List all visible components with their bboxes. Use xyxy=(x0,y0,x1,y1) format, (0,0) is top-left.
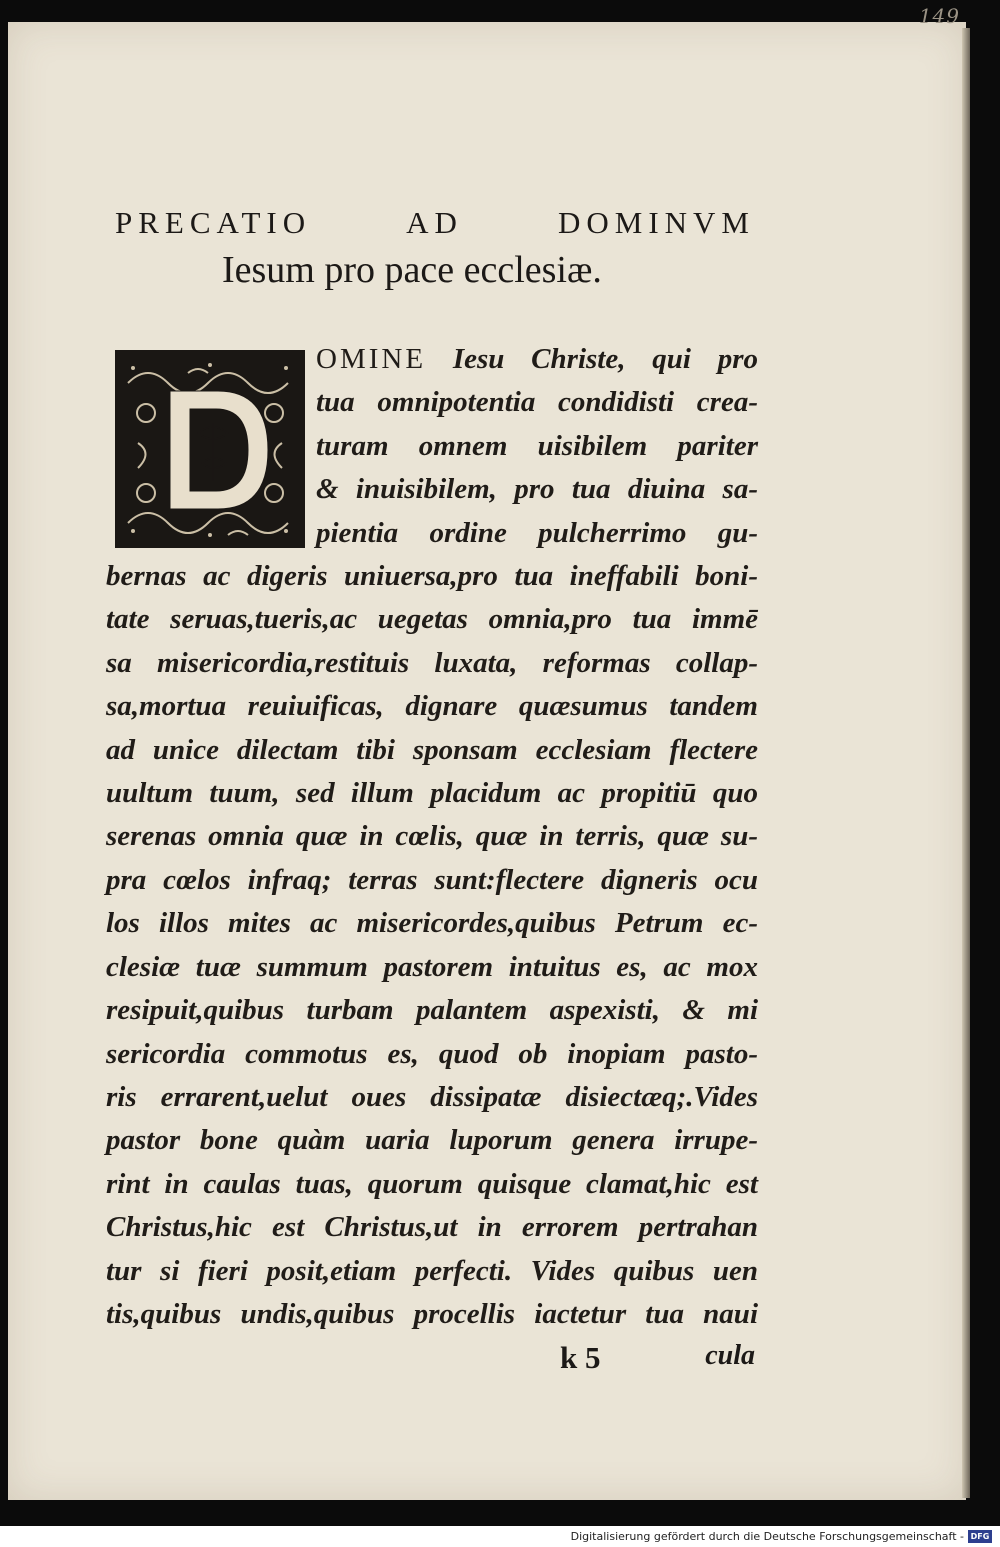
text-line: ad unice dilectam tibi sponsam ecclesiam flectere xyxy=(106,733,758,766)
text-line: sa,mortua reuiuificas, dignare quæsumus tandem xyxy=(106,690,758,723)
text-line: tua omnipotentia condidisti crea- xyxy=(316,386,758,419)
folio-number: 149 xyxy=(918,4,960,28)
heading-word: DOMINVM xyxy=(557,205,755,240)
text-line: OMINE Iesu Christe, qui pro xyxy=(316,343,758,375)
text-line: Christus,hic est Christus,ut in errorem pertrahan xyxy=(106,1211,758,1244)
text-line: tis,quibus undis,quibus procellis iactetur tua naui xyxy=(106,1297,758,1330)
text-line: pastor bone quàm uaria luporum genera irrupe- xyxy=(106,1124,758,1157)
text-line: sa misericordia,restituis luxata, reformas collap- xyxy=(106,646,758,679)
text-line: tate seruas,tueris,ac uegetas omnia,pro tua immē xyxy=(106,603,758,636)
heading-line-2: Iesum pro pace ecclesiæ. xyxy=(222,249,602,291)
page-edge xyxy=(962,28,970,1498)
text-line: los illos mites ac misericordes,quibus Petrum ec- xyxy=(106,907,758,940)
heading-word: AD xyxy=(406,205,463,240)
text-line: bernas ac digeris uniuersa,pro tua ineffabili boni- xyxy=(106,560,758,593)
heading-word: PRECATIO xyxy=(115,205,312,240)
dfg-logo-icon: DFG xyxy=(968,1530,992,1543)
text-line: pra cœlos infraq; terras sunt:flectere digneris ocu xyxy=(106,863,758,896)
text-line: pientia ordine pulcherrimo gu- xyxy=(316,516,758,549)
signature-line xyxy=(560,1340,755,1376)
text-line: turam omnem uisibilem pariter xyxy=(316,429,758,462)
text-line: ris errarent,uelut oues dissipatæ disiectæq;.Vides xyxy=(106,1080,758,1113)
text-line: & inuisibilem, pro tua diuina sa- xyxy=(316,473,758,506)
first-word-caps: OMINE xyxy=(316,343,427,375)
text-line: tur si fieri posit,etiam perfecti. Vides quibus uen xyxy=(106,1254,758,1287)
text-line: rint in caulas tuas, quorum quisque clamat,hic est xyxy=(106,1167,758,1200)
text-line: serenas omnia quæ in cœlis, quæ in terris, quæ su- xyxy=(106,820,758,853)
text-line: resipuit,quibus turbam palantem aspexisti, & mi xyxy=(106,994,758,1027)
heading-line-1 xyxy=(115,205,755,241)
text-line: uultum tuum, sed illum placidum ac propitiū quo xyxy=(106,777,758,810)
footer-credit: Digitalisierung gefördert durch die Deutsche Forschungsgemeinschaft - xyxy=(570,1530,964,1543)
text-line: clesiæ tuæ summum pastorem intuitus es, ac mox xyxy=(106,950,758,983)
body-text xyxy=(106,338,758,1336)
signature-mark: k 5 xyxy=(560,1340,601,1375)
catchword: cula xyxy=(705,1340,755,1371)
text-line: sericordia commotus es, quod ob inopiam pasto- xyxy=(106,1037,758,1070)
